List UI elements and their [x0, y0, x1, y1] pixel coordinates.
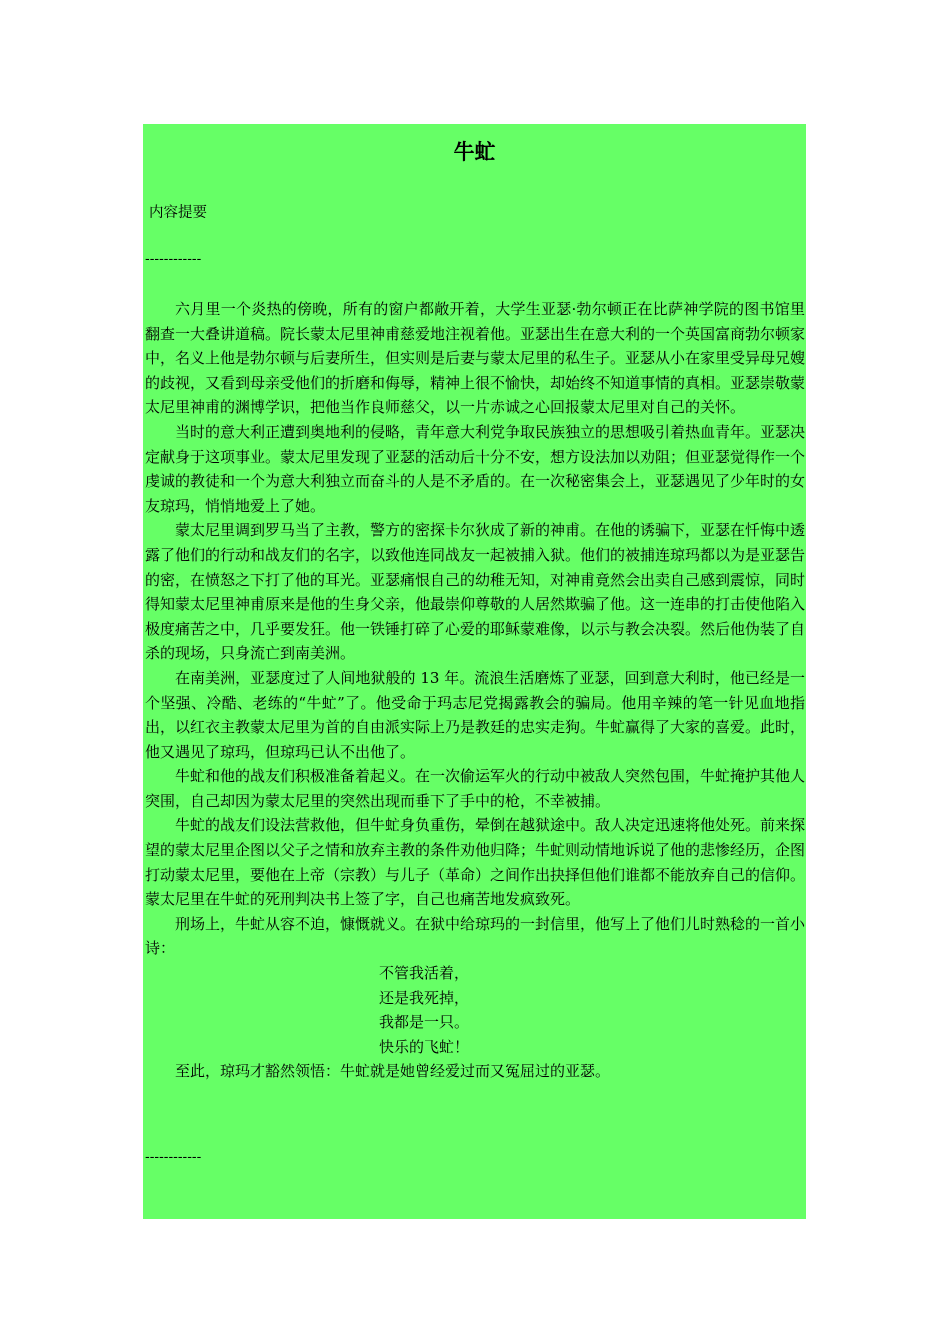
paragraph: 牛虻的战友们设法营救他，但牛虻身负重伤，晕倒在越狱途中。敌人决定迅速将他处死。前来探望的蒙太尼里企图以父子之情和放弃主教的条件劝他归降；牛虻则动情地诉说了他的悲惨经历，企图打动蒙太尼里，要他在上帝（宗教）与儿子（革命）之间作出抉择但他们谁都不能放弃自己的信仰。蒙太尼里在牛虻的死刑判决书上签了字，自己也痛苦地发疯致死。	[145, 816, 806, 909]
content-block	[143, 124, 806, 1219]
poem-line: 快乐的飞虻！	[379, 1037, 470, 1056]
closing-paragraph: 至此，琼玛才豁然领悟：牛虻就是她曾经爱过而又冤屈过的亚瑟。	[175, 1062, 611, 1081]
page-title: 牛虻	[453, 140, 496, 164]
section-label: 内容提要	[149, 205, 207, 221]
paragraph: 蒙太尼里调到罗马当了主教，警方的密探卡尔狄成了新的神甫。在他的诱骗下，亚瑟在忏悔中透露了他们的行动和战友们的名字，以致他连同战友一起被捕入狱。他们的被捕连琼玛都以为是亚瑟告的密，在愤怒之下打了他的耳光。亚瑟痛恨自己的幼稚无知，对神甫竟然会出卖自己感到震惊，同时得知蒙太尼里神甫原来是他的生身父亲，他最崇仰尊敬的人居然欺骗了他。这一连串的打击使他陷入极度痛苦之中，几乎要发狂。他一铁锤打碎了心爱的耶稣蒙难像，以示与教会决裂。然后他伪装了自杀的现场，只身流亡到南美洲。	[145, 521, 806, 663]
synopsis-body	[145, 297, 805, 1084]
paragraph: 牛虻和他的战友们积极准备着起义。在一次偷运军火的行动中被敌人突然包围，牛虻掩护其他人突围，自己却因为蒙太尼里的突然出现而垂下了手中的枪，不幸被捕。	[145, 767, 806, 810]
paragraph: 六月里一个炎热的傍晚，所有的窗户都敞开着，大学生亚瑟·勃尔顿正在比萨神学院的图书馆里翻查一大叠讲道稿。院长蒙太尼里神甫慈爱地注视着他。亚瑟出生在意大利的一个英国富商勃尔顿家中，名义上他是勃尔顿与后妻所生，但实则是后妻与蒙太尼里的私生子。亚瑟从小在家里受异母兄嫂的歧视，又看到母亲受他们的折磨和侮辱，精神上很不愉快，却始终不知道事情的真相。亚瑟崇敬蒙太尼里神甫的渊博学识，把他当作良师慈父，以一片赤诚之心回报蒙太尼里对自己的关怀。	[145, 300, 806, 417]
paragraph: 刑场上，牛虻从容不迫，慷慨就义。在狱中给琼玛的一封信里，他写上了他们儿时熟稔的一首小诗：	[145, 914, 806, 958]
poem-line: 不管我活着，	[379, 964, 470, 983]
poem	[145, 961, 805, 1059]
paragraph: 当时的意大利正遭到奥地利的侵略，青年意大利党争取民族独立的思想吸引着热血青年。亚瑟决定献身于这项事业。蒙太尼里发现了亚瑟的活动后十分不安，想方设法加以劝阻；但亚瑟觉得作一个虔诚的教徒和一个为意大利独立而奋斗的人是不矛盾的。在一次秘密集会上，亚瑟遇见了少年时的女友琼玛，悄悄地爱上了她。	[145, 422, 806, 515]
paragraph: 在南美洲，亚瑟度过了人间地狱般的 13 年。流浪生活磨炼了亚瑟，回到意大利时，他已经是一个坚强、冷酷、老练的“牛虻”了。他受命于玛志尼党揭露教会的骗局。他用辛辣的笔一针见血地指出，以红衣主教蒙太尼里为首的自由派实际上乃是教廷的忠实走狗。牛虻赢得了大家的喜爱。此时，他又遇见了琼玛，但琼玛已认不出他了。	[145, 668, 806, 761]
poem-line: 我都是一只。	[379, 1013, 470, 1032]
divider-bottom: ------------	[145, 1150, 202, 1165]
poem-line: 还是我死掉，	[379, 988, 470, 1007]
divider-top: ------------	[145, 252, 202, 267]
